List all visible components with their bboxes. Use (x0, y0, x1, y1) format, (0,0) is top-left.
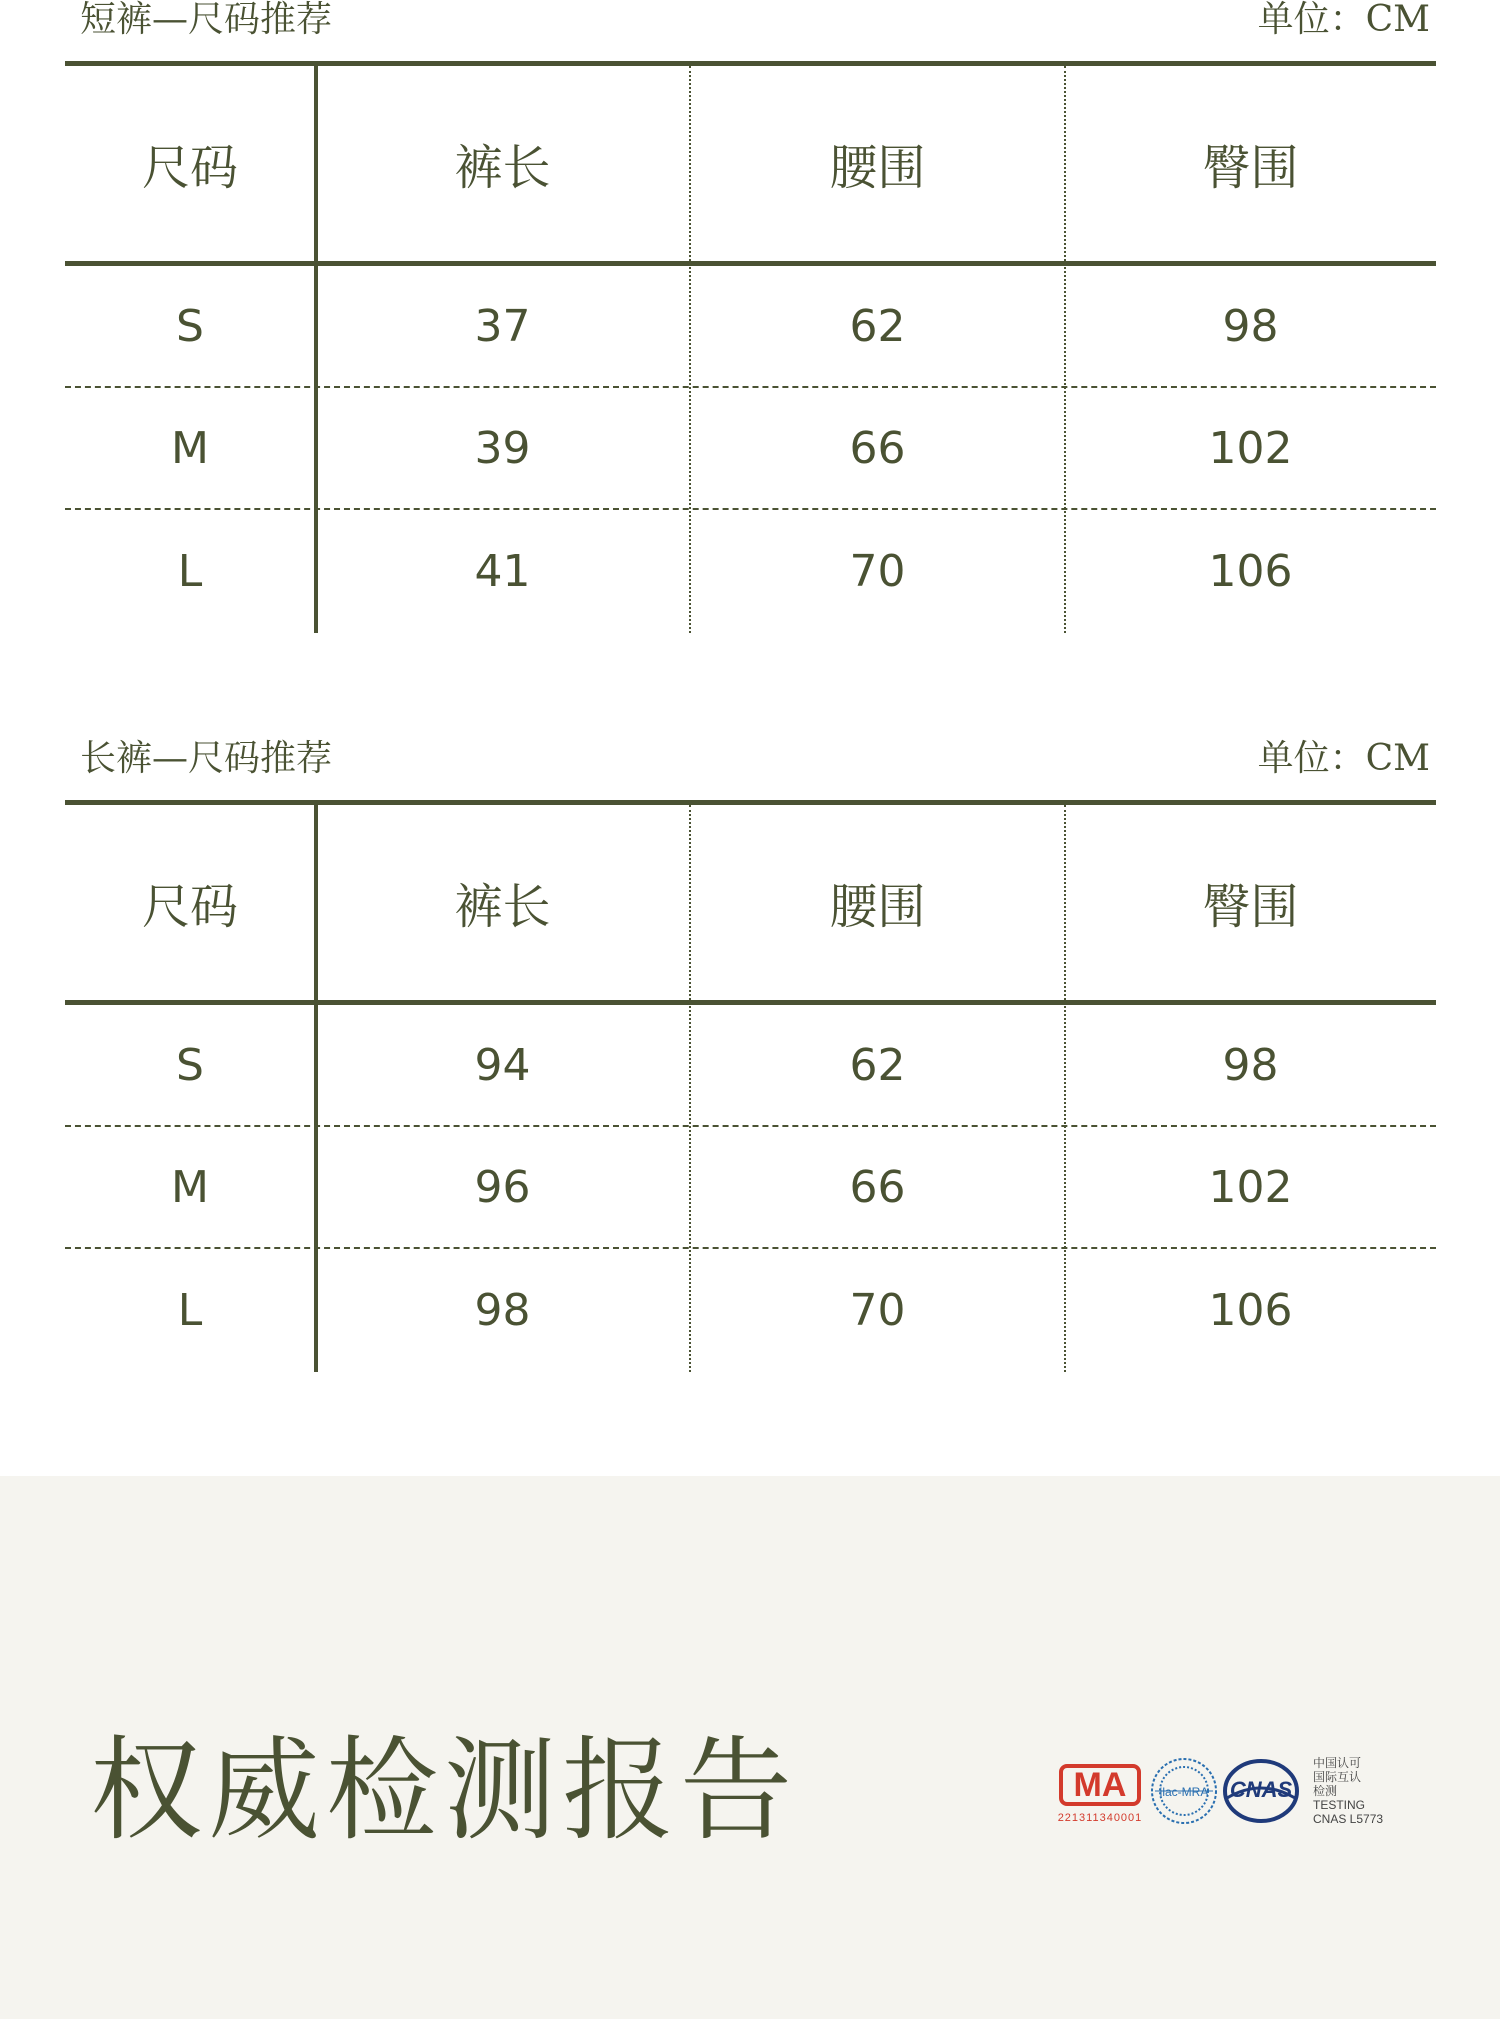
footer-title: 权威检测报告 (90, 1726, 798, 1856)
table-header-row (65, 805, 1436, 1005)
cell-length: 96 (474, 1161, 531, 1213)
cell-size: S (176, 300, 204, 352)
long-size-table (65, 800, 1436, 1372)
cell-length: 94 (474, 1039, 531, 1091)
cell-length: 98 (474, 1284, 531, 1336)
cell-waist: 70 (849, 1284, 906, 1336)
table-row (65, 1005, 1436, 1127)
cell-size: S (176, 1039, 204, 1091)
header-waist: 腰围 (829, 140, 926, 196)
table-row (65, 266, 1436, 388)
cell-hip: 102 (1208, 1161, 1293, 1213)
column-divider (1064, 66, 1066, 633)
column-divider (689, 66, 691, 633)
cert-line: 国际互认 (1313, 1770, 1362, 1784)
cell-hip: 98 (1222, 1039, 1279, 1091)
ma-mark: MA (1059, 1764, 1141, 1806)
column-divider (314, 805, 318, 1372)
short-table-title: 短裤—尺码推荐 (80, 0, 333, 40)
cell-size: M (171, 1161, 209, 1213)
cert-line: 中国认可 (1313, 1756, 1362, 1770)
cell-waist: 62 (849, 1039, 906, 1091)
certification-footer (0, 1476, 1500, 2019)
cert-line: TESTING (1313, 1798, 1366, 1812)
cell-waist: 62 (849, 300, 906, 352)
cma-logo-icon (1055, 1756, 1145, 1836)
cell-size: M (171, 422, 209, 474)
cell-hip: 102 (1208, 422, 1293, 474)
cell-waist: 70 (849, 545, 906, 597)
certification-text (1313, 1756, 1413, 1826)
table-row (65, 510, 1436, 632)
ma-number: 221311340001 (1057, 1812, 1143, 1824)
certification-badges (1055, 1756, 1415, 1866)
cell-waist: 66 (849, 1161, 906, 1213)
column-divider (314, 66, 318, 633)
cell-waist: 66 (849, 422, 906, 474)
cell-hip: 98 (1222, 300, 1279, 352)
cell-hip: 106 (1208, 545, 1293, 597)
header-length: 裤长 (454, 140, 551, 196)
header-hip: 臀围 (1202, 140, 1299, 196)
table-row (65, 388, 1436, 510)
cert-line: CNAS L5773 (1313, 1812, 1384, 1826)
cell-size: L (177, 1284, 203, 1336)
header-size: 尺码 (141, 140, 238, 196)
long-table-title: 长裤—尺码推荐 (80, 738, 333, 779)
cert-line: 检测 (1313, 1784, 1338, 1798)
short-size-table (65, 61, 1436, 633)
cell-length: 37 (474, 300, 531, 352)
cell-length: 39 (474, 422, 531, 474)
header-hip: 臀围 (1202, 879, 1299, 935)
cell-length: 41 (474, 545, 531, 597)
cnas-label: CNAS (1229, 1777, 1293, 1802)
cell-size: L (177, 545, 203, 597)
cell-hip: 106 (1208, 1284, 1293, 1336)
short-table-unit: 单位：CM (1257, 0, 1430, 40)
header-size: 尺码 (141, 879, 238, 935)
header-waist: 腰围 (829, 879, 926, 935)
cnas-logo-icon (1221, 1758, 1301, 1824)
header-length: 裤长 (454, 879, 551, 935)
ilac-label: ilac-MRA (1159, 1785, 1209, 1799)
table-row (65, 1127, 1436, 1249)
table-row (65, 1249, 1436, 1371)
table-header-row (65, 66, 1436, 266)
column-divider (1064, 805, 1066, 1372)
column-divider (689, 805, 691, 1372)
ilac-mra-logo-icon (1149, 1756, 1219, 1826)
long-table-unit: 单位：CM (1257, 738, 1430, 779)
